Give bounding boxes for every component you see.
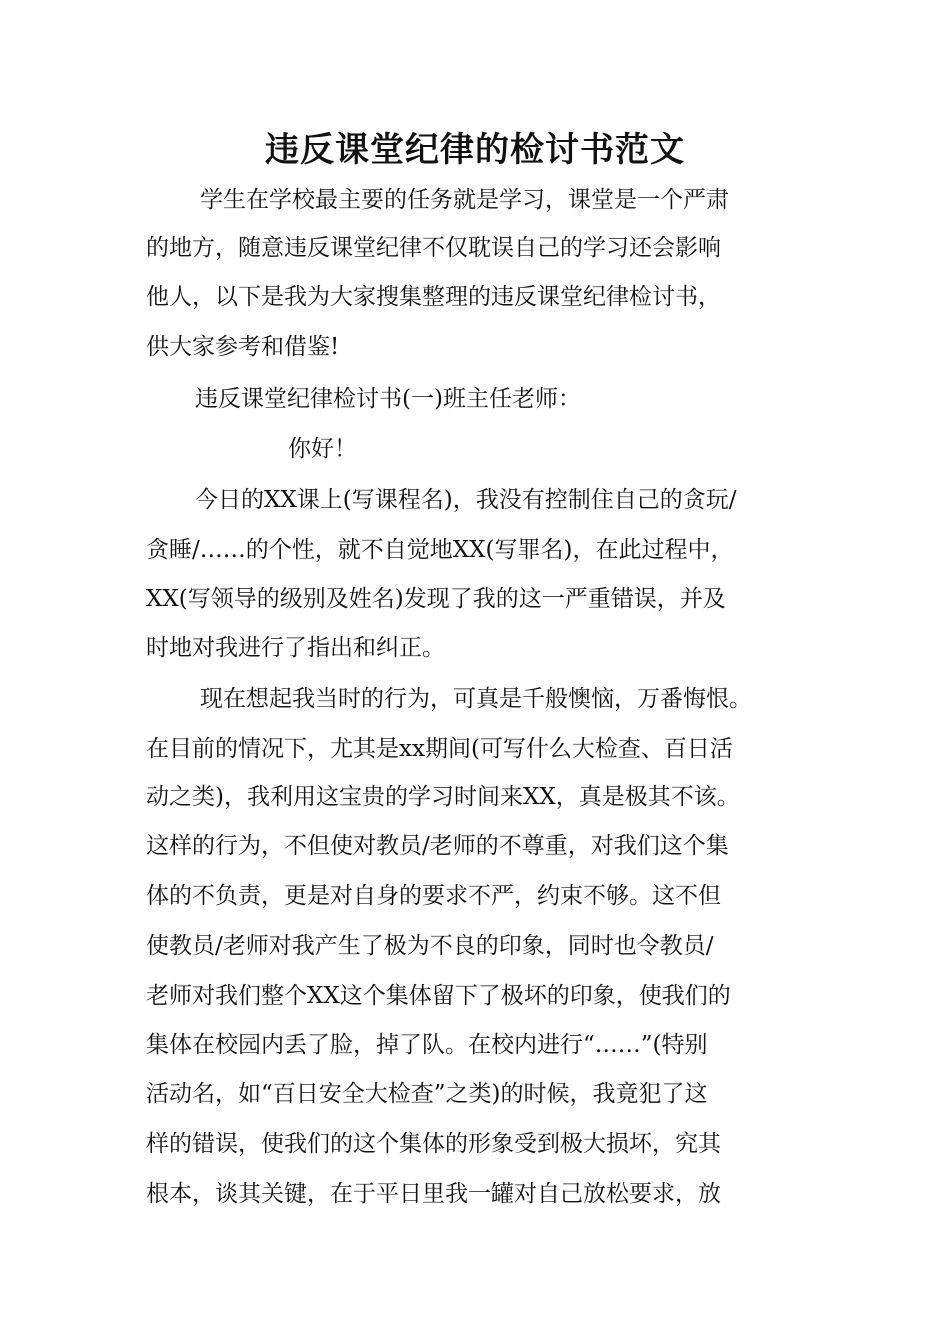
paragraph-line: 动之类)，我利用这宝贵的学习时间来XX，真是极其不该。 bbox=[146, 784, 740, 810]
paragraph-line: 在目前的情况下，尤其是xx期间(可写什么大检查、百日活 bbox=[146, 736, 733, 762]
paragraph-line: XX(写领导的级别及姓名)发现了我的这一严重错误，并及 bbox=[146, 586, 726, 612]
paragraph-line: 时地对我进行了指出和纠正。 bbox=[146, 635, 445, 661]
document-title: 违反课堂纪律的检讨书范文 bbox=[265, 130, 685, 170]
paragraph-line: 老师对我们整个XX这个集体留下了极坏的印象，使我们的 bbox=[146, 983, 731, 1009]
paragraph-line: 这样的行为，不但使对教员/老师的不尊重，对我们这个集 bbox=[146, 833, 729, 859]
paragraph-line: 现在想起我当时的行为，可真是千般懊恼，万番悔恨。 bbox=[200, 686, 752, 712]
paragraph-line: 贪睡/……的个性，就不自觉地XX(写罪名)，在此过程中， bbox=[146, 537, 734, 563]
paragraph-line: 体的不负责，更是对自身的要求不严，约束不够。这不但 bbox=[146, 883, 721, 909]
paragraph-line: 活动名，如“百日安全大检查”之类)的时候，我竟犯了这 bbox=[146, 1081, 708, 1107]
paragraph-line: 供大家参考和借鉴! bbox=[146, 334, 340, 360]
paragraph-line: 学生在学校最主要的任务就是学习，课堂是一个严肃 bbox=[200, 187, 729, 213]
paragraph-line: 的地方，随意违反课堂纪律不仅耽误自己的学习还会影响 bbox=[146, 235, 721, 261]
paragraph-line: 样的错误，使我们的这个集体的形象受到极大损坏，究其 bbox=[146, 1131, 721, 1157]
paragraph-line: 集体在校园内丢了脸，掉了队。在校内进行“……”(特别 bbox=[146, 1032, 708, 1058]
greeting-line: 你好！ bbox=[288, 436, 357, 462]
paragraph-line: 根本，谈其关键，在于平日里我一罐对自己放松要求，放 bbox=[146, 1181, 721, 1207]
paragraph-line: 违反课堂纪律检讨书(一)班主任老师： bbox=[195, 386, 581, 412]
paragraph-line: 今日的XX课上(写课程名)，我没有控制住自己的贪玩/ bbox=[195, 487, 737, 513]
paragraph-line: 使教员/老师对我产生了极为不良的印象，同时也令教员/ bbox=[146, 933, 714, 959]
paragraph-line: 他人，以下是我为大家搜集整理的违反课堂纪律检讨书， bbox=[146, 284, 721, 310]
